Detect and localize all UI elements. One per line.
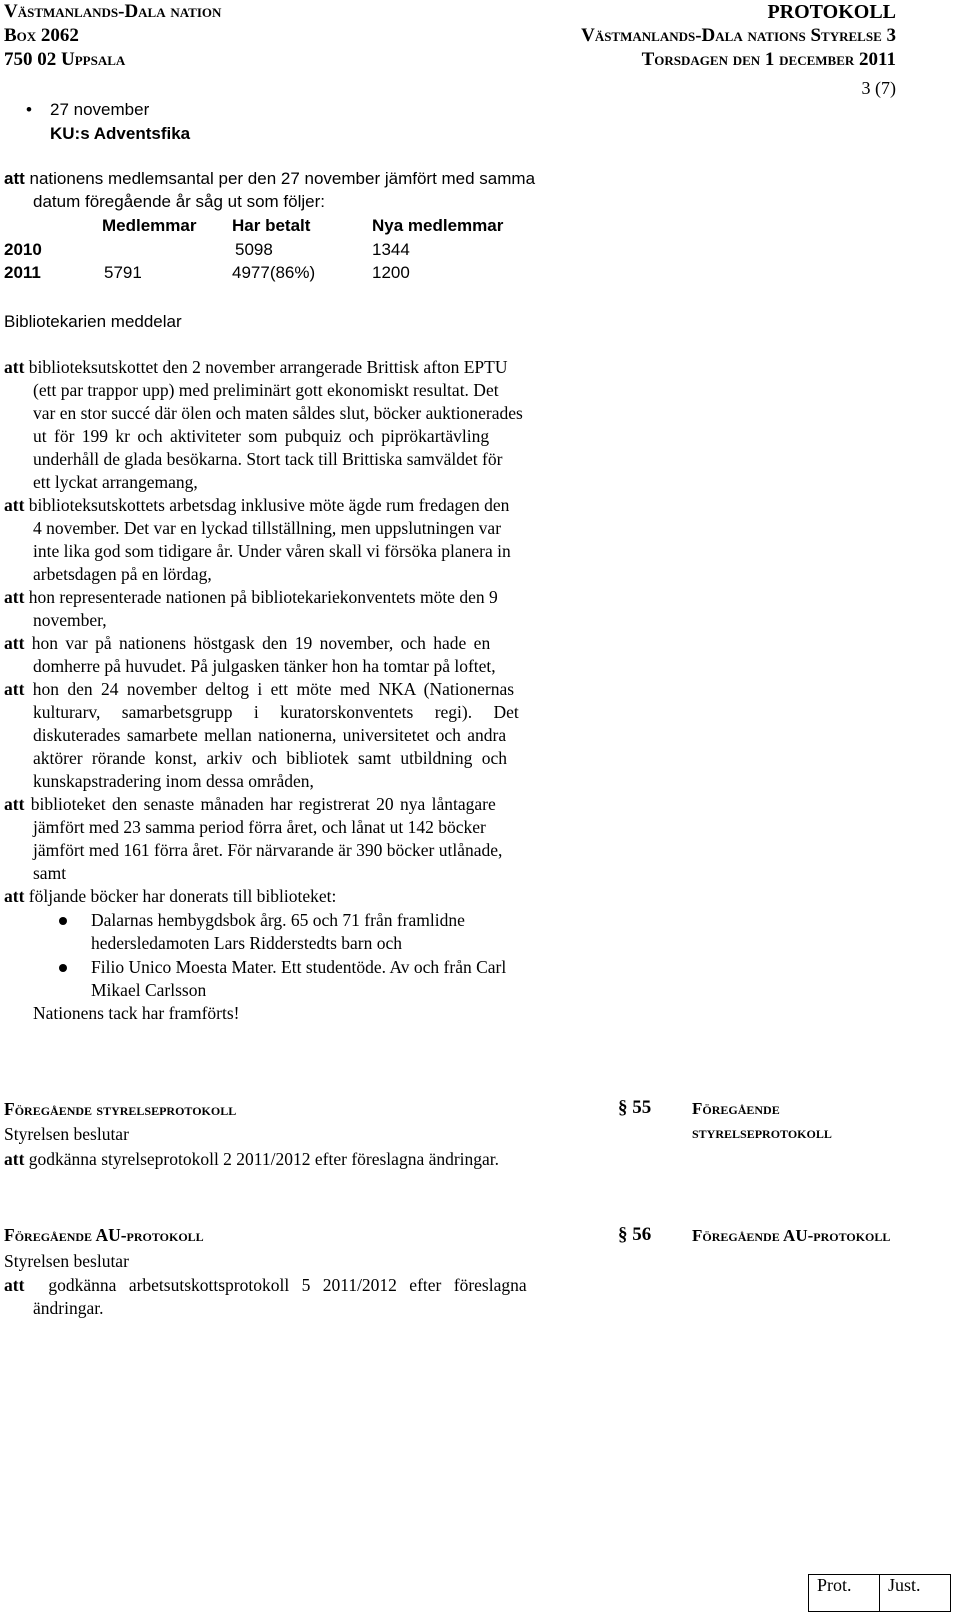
- thanks-line: Nationens tack har framförts!: [33, 1003, 240, 1023]
- meeting-date: Torsdagen den 1 december 2011: [641, 49, 896, 70]
- lib-p5-l2: kulturarv, samarbetsgrupp i kuratorskonventets regi). Det: [33, 702, 519, 722]
- lib-p1-l1: att biblioteksutskottet den 2 november arrangerade Brittisk afton EPTU: [4, 357, 508, 377]
- signature-table: [808, 1574, 951, 1612]
- col-new: Nya medlemmar: [372, 216, 504, 235]
- lib-p6-l3: jämfört med 161 förra året. För närvarande är 390 böcker utlånade,: [33, 840, 503, 860]
- section-55-text: att godkänna styrelseprotokoll 2 2011/2012 efter föreslagna ändringar.: [4, 1149, 500, 1169]
- row-2010-paid: 5098: [235, 240, 273, 259]
- lib-p4-l1: att hon var på nationens höstgask den 19 november, och hade en: [4, 633, 491, 653]
- lib-p6-l4: samt: [33, 863, 67, 883]
- section-56-decision: Styrelsen beslutar: [4, 1251, 129, 1271]
- book-bullet: [59, 917, 67, 925]
- row-2011-new: 1200: [372, 263, 410, 282]
- board-title: Västmanlands-Dala nations Styrelse 3: [581, 25, 896, 46]
- section-56-sign: § 56: [618, 1224, 652, 1245]
- section-56-text-l1: att godkänna arbetsutskottsprotokoll 5 2011/2012 efter föreslagna: [4, 1275, 527, 1295]
- just-header: Just.: [880, 1575, 951, 1612]
- section-56-heading: Föregående AU-protokoll: [4, 1225, 204, 1245]
- section-56-text-l2: ändringar.: [33, 1298, 104, 1318]
- org-postal: 750 02 Uppsala: [4, 49, 126, 70]
- librarian-heading: Bibliotekarien meddelar: [4, 312, 182, 331]
- doc-type: PROTOKOLL: [767, 1, 896, 23]
- members-line-1: att nationens medlemsantal per den 27 november jämfört med samma: [4, 169, 536, 188]
- row-2011-paid: 4977(86%): [232, 263, 316, 282]
- section-55-heading: Föregående styrelseprotokoll: [4, 1099, 237, 1119]
- section-55-side-1: Föregående: [692, 1099, 780, 1118]
- intro-title: KU:s Adventsfika: [50, 124, 191, 143]
- lib-p5-l1: att hon den 24 november deltog i ett möte med NKA (Nationernas: [4, 679, 515, 699]
- members-line-2: datum föregående år såg ut som följer:: [33, 192, 325, 211]
- lib-p1-l6: ett lyckat arrangemang,: [33, 472, 198, 492]
- org-name: Västmanlands-Dala nation: [4, 1, 222, 22]
- row-2010-year: 2010: [4, 240, 42, 259]
- section-56-side-1: Föregående AU-protokoll: [692, 1226, 891, 1245]
- lib-p5-l5: kunskapstradering inom dessa områden,: [33, 771, 314, 791]
- lib-p2-l1: att biblioteksutskottets arbetsdag inklusive möte ägde rum fredagen den: [4, 495, 510, 515]
- lib-p2-l4: arbetsdagen på en lördag,: [33, 564, 212, 584]
- row-2011-members: 5791: [104, 263, 142, 282]
- intro-date: 27 november: [50, 100, 150, 119]
- lib-p4-l2: domherre på huvudet. På julgasken tänker hon ha tomtar på loftet,: [33, 656, 496, 676]
- lib-p7: att följande böcker har donerats till biblioteket:: [4, 886, 337, 906]
- lib-p2-l3: inte lika god som tidigare år. Under våren skall vi försöka planera in: [33, 541, 511, 561]
- row-2011-year: 2011: [4, 263, 41, 282]
- book-2-l1: Filio Unico Moesta Mater. Ett studentöde. Av och från Carl: [91, 957, 507, 977]
- prot-header: Prot.: [809, 1575, 880, 1612]
- lib-p5-l3: diskuterades samarbete mellan nationerna, universitetet och andra: [33, 725, 507, 745]
- lib-p1-l4: ut för 199 kr och aktiviteter som pubquiz och piprökartävling: [33, 426, 490, 446]
- book-1-l1: Dalarnas hembygdsbok årg. 65 och 71 från framlidne: [91, 910, 465, 930]
- book-1-l2: hedersledamoten Lars Ridderstedts barn och: [91, 933, 403, 953]
- lib-p1-l3: var en stor succé där ölen och maten såldes slut, böcker auktionerades: [33, 403, 523, 423]
- section-55-side-2: styrelseprotokoll: [692, 1123, 832, 1142]
- book-2-l2: Mikael Carlsson: [91, 980, 207, 1000]
- row-2010-new: 1344: [372, 240, 410, 259]
- section-55-decision: Styrelsen beslutar: [4, 1124, 129, 1144]
- lib-p3-l2: november,: [33, 610, 107, 630]
- lib-p6-l2: jämfört med 23 samma period förra året, och lånat ut 142 böcker: [33, 817, 486, 837]
- page-number: 3 (7): [861, 78, 896, 98]
- lib-p5-l4: aktörer rörande konst, arkiv och bibliotek samt utbildning och: [33, 748, 507, 768]
- org-box: Box 2062: [4, 25, 79, 46]
- lib-p1-l5: underhåll de glada besökarna. Stort tack till Brittiska samväldet för: [33, 449, 503, 469]
- section-55-sign: § 55: [618, 1097, 652, 1118]
- lib-p3-l1: att hon representerade nationen på bibliotekariekonventets möte den 9: [4, 587, 498, 607]
- lib-p6-l1: att biblioteket den senaste månaden har registrerat 20 nya låntagare: [4, 794, 496, 814]
- intro-bullet: •: [26, 100, 32, 119]
- lib-p2-l2: 4 november. Det var en lyckad tillställning, men uppslutningen var: [33, 518, 502, 538]
- lib-p1-l2: (ett par trappor upp) med preliminärt gott ekonomiskt resultat. Det: [33, 380, 499, 400]
- col-paid: Har betalt: [232, 216, 311, 235]
- book-bullet: [59, 964, 67, 972]
- col-members: Medlemmar: [102, 216, 197, 235]
